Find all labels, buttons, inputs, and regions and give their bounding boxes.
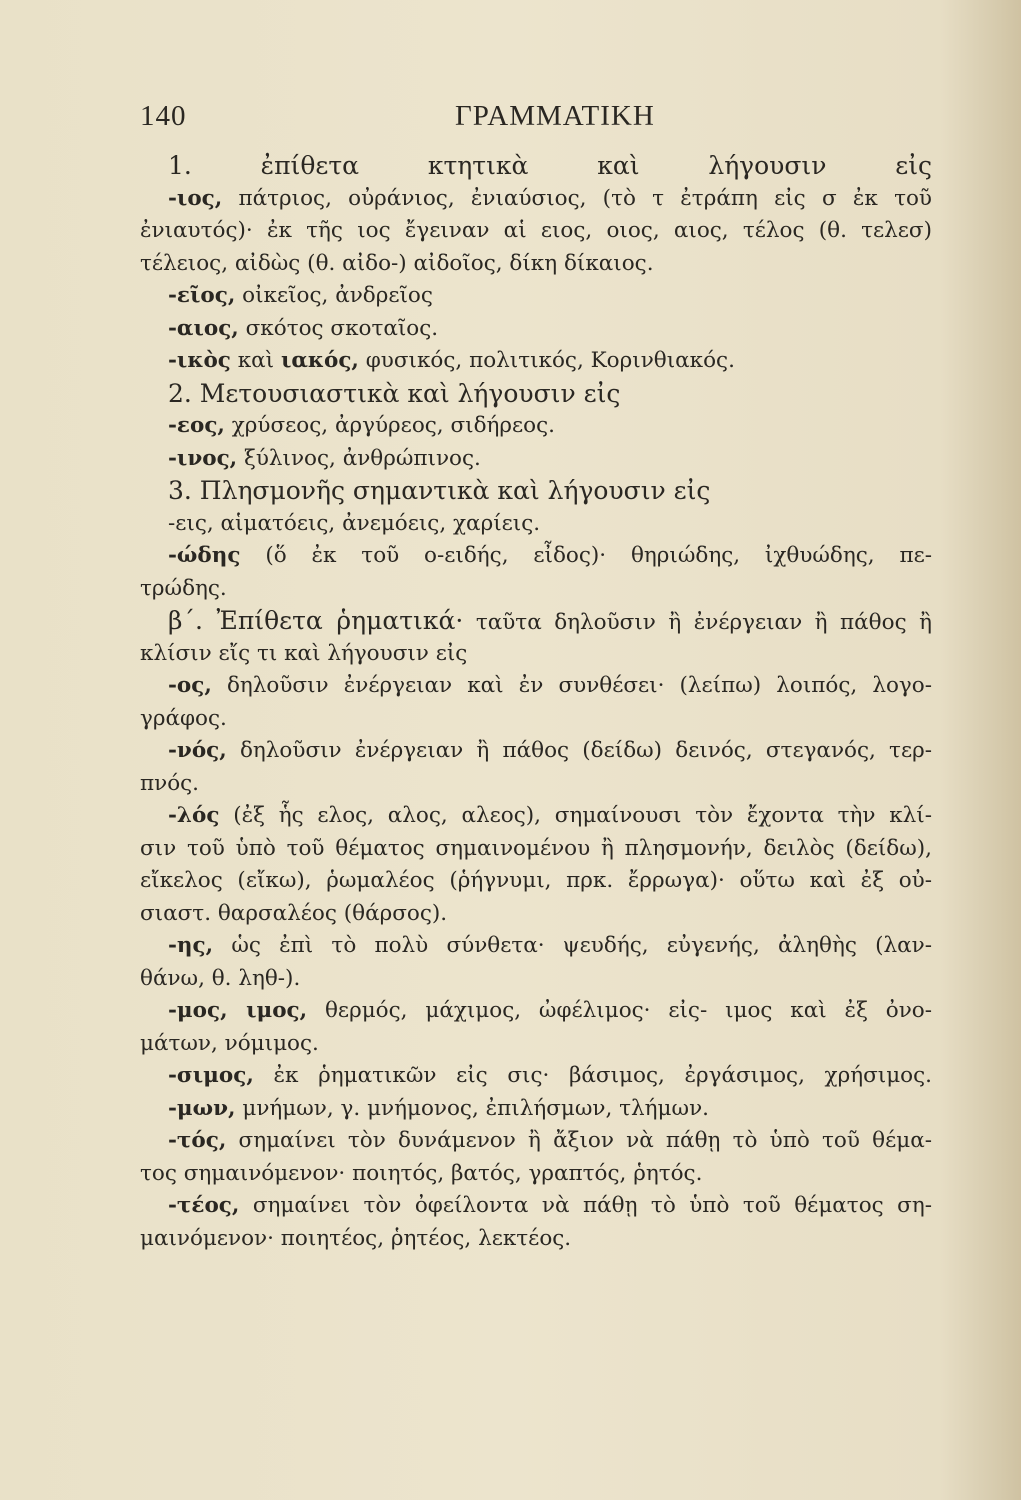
text-span: γράφος. [140, 705, 227, 731]
suffix-term: ιακός, [280, 348, 359, 373]
suffix-term: -εος, [168, 413, 225, 438]
text-span: σιαστ. θαρσαλέος (θάρσος). [140, 900, 448, 926]
text-span: εἴκελος (εἴκω), ῥωμαλέος (ῥήγνυμι, πρκ. ἔρρωγα)· οὕτω καὶ ἐξ οὐ- [140, 868, 932, 893]
text-line [140, 150, 932, 183]
text-span: πνός. [140, 770, 200, 796]
text-line [140, 280, 932, 313]
text-line [140, 1060, 932, 1093]
suffix-term: -εῖος, [168, 283, 236, 308]
suffix-term: -μος, ιμος, [168, 998, 308, 1023]
text-span: ὡς ἐπὶ τὸ πολὺ σύνθετα· ψευδής, εὐγενής, ἀληθὴς (λαν- [213, 933, 932, 958]
text-span: καὶ [230, 348, 281, 373]
text-line [140, 573, 932, 606]
text-span: τρώδης. [140, 575, 227, 601]
text-line [140, 605, 932, 638]
text-span: ἐκ ῥηματικῶν εἰς σις· βάσιμος, ἐργάσιμος, χρήσιμος. [253, 1063, 932, 1088]
text-line [140, 215, 932, 248]
running-title: ΓΡΑΜΜΑΤΙΚΗ [455, 100, 655, 132]
text-line [140, 800, 932, 833]
text-span: μάτων, νόμιμος. [140, 1030, 319, 1056]
text-span: οἰκεῖος, ἀνδρεῖος [235, 283, 433, 308]
text-line [140, 1028, 932, 1061]
text-line [140, 833, 932, 866]
text-line [140, 995, 932, 1028]
suffix-term: -σιμος, [168, 1063, 254, 1088]
text-line [140, 248, 932, 281]
section-heading: 1. ἐπίθετα κτητικὰ καὶ λήγουσιν εἰς [168, 151, 932, 180]
text-span: τος σημαινόμενον· ποιητός, βατός, γραπτός, ῥητός. [140, 1160, 703, 1186]
text-line [140, 963, 932, 996]
text-span: ἐνιαυτός)· ἐκ τῆς ιος ἔγειναν αἱ ειος, οιος, αιος, τέλος (θ. τελεσ) [140, 218, 932, 243]
text-span: ταῦτα δηλοῦσιν ἢ ἐνέργειαν ἢ πάθος ἢ [463, 610, 932, 635]
text-span: σκότος σκοταῖος. [238, 315, 439, 341]
text-line [140, 443, 932, 476]
text-line [140, 1223, 932, 1256]
text-line [140, 345, 932, 378]
text-line [140, 1093, 932, 1126]
text-span: φυσικός, πολιτικός, Κορινθιακός. [358, 348, 735, 373]
text-line [140, 670, 932, 703]
text-line [140, 540, 932, 573]
text-line [140, 735, 932, 768]
text-line [140, 1190, 932, 1223]
text-line [140, 508, 932, 541]
suffix-term: -ώδης [168, 543, 241, 568]
text-line [140, 475, 932, 508]
text-span: πάτριος, οὐράνιος, ἐνιαύσιος, (τὸ τ ἐτράπη εἰς σ ἐκ τοῦ [222, 185, 932, 211]
text-line [140, 410, 932, 443]
text-span: -εις, αἱματόεις, ἀνεμόεις, χαρίεις. [168, 510, 541, 536]
text-span: δηλοῦσιν ἐνέργειαν ἢ πάθος (δείδω) δεινός, στεγανός, τερ- [226, 738, 932, 763]
suffix-term: -ος, [168, 673, 212, 698]
text-span: (ὅ ἐκ τοῦ ο-ειδής, εἶδος)· θηριώδης, ἰχθυώδης, πε- [240, 543, 932, 568]
text-span: θερμός, μάχιμος, ὠφέλιμος· εἰς- ιμος καὶ ἐξ ὀνο- [307, 998, 932, 1023]
section-heading: β΄. Ἐπίθετα ῥηματικά· [168, 606, 464, 635]
text-line [140, 898, 932, 931]
text-span: ξύλινος, ἀνθρώπινος. [237, 445, 481, 471]
text-span: κλίσιν εἴς τι καὶ λήγουσιν εἰς [140, 640, 468, 666]
section-heading: 3. Πλησμονῆς σημαντικὰ καὶ λήγουσιν εἰς [168, 476, 711, 505]
text-line [140, 1125, 932, 1158]
text-span: μνήμων, γ. μνήμονος, ἐπιλήσμων, τλήμων. [235, 1095, 709, 1121]
text-span: σιν τοῦ ὑπὸ τοῦ θέματος σημαινομένου ἢ πλησμονήν, δειλὸς (δείδω), [140, 835, 932, 861]
text-line [140, 768, 932, 801]
page-number: 140 [140, 100, 187, 132]
suffix-term: -λός [168, 803, 220, 828]
text-line [140, 865, 932, 898]
suffix-term: -ινος, [168, 445, 238, 471]
suffix-term: -νός, [168, 738, 227, 763]
suffix-term: -αιος, [168, 315, 239, 341]
page-body [140, 150, 932, 1255]
text-line [140, 378, 932, 411]
suffix-term: -τέος, [168, 1193, 240, 1218]
suffix-term: -ικὸς [168, 348, 231, 373]
suffix-term: -τός, [168, 1128, 227, 1153]
text-span: χρύσεος, ἀργύρεος, σιδήρεος. [224, 413, 556, 438]
text-line [140, 183, 932, 216]
text-span: (ἐξ ἧς ελος, αλος, αλεος), σημαίνουσι τὸν ἔχοντα τὴν κλί- [219, 803, 932, 828]
text-span: σημαίνει τὸν ὀφείλοντα νὰ πάθῃ τὸ ὑπὸ τοῦ θέματος ση- [239, 1193, 932, 1218]
suffix-term: -ιος, [168, 185, 223, 211]
text-span: τέλειος, αἰδὼς (θ. αἰδο-) αἰδοῖος, δίκη δίκαιος. [140, 250, 654, 276]
text-line [140, 703, 932, 736]
text-span: δηλοῦσιν ἐνέργειαν καὶ ἐν συνθέσει· (λείπω) λοιπός, λογο- [211, 673, 932, 698]
section-heading: 2. Μετουσιαστικὰ καὶ λήγουσιν εἰς [168, 378, 621, 408]
text-line [140, 1158, 932, 1191]
text-span: θάνω, θ. ληθ-). [140, 965, 301, 991]
text-span: μαινόμενον· ποιητέος, ῥητέος, λεκτέος. [140, 1225, 572, 1251]
suffix-term: -μων, [168, 1095, 236, 1121]
text-line [140, 313, 932, 346]
text-line [140, 930, 932, 963]
suffix-term: -ης, [168, 933, 214, 958]
text-line [140, 638, 932, 671]
text-span: σημαίνει τὸν δυνάμενον ἢ ἄξιον νὰ πάθῃ τὸ ὑπὸ τοῦ θέμα- [226, 1128, 932, 1153]
